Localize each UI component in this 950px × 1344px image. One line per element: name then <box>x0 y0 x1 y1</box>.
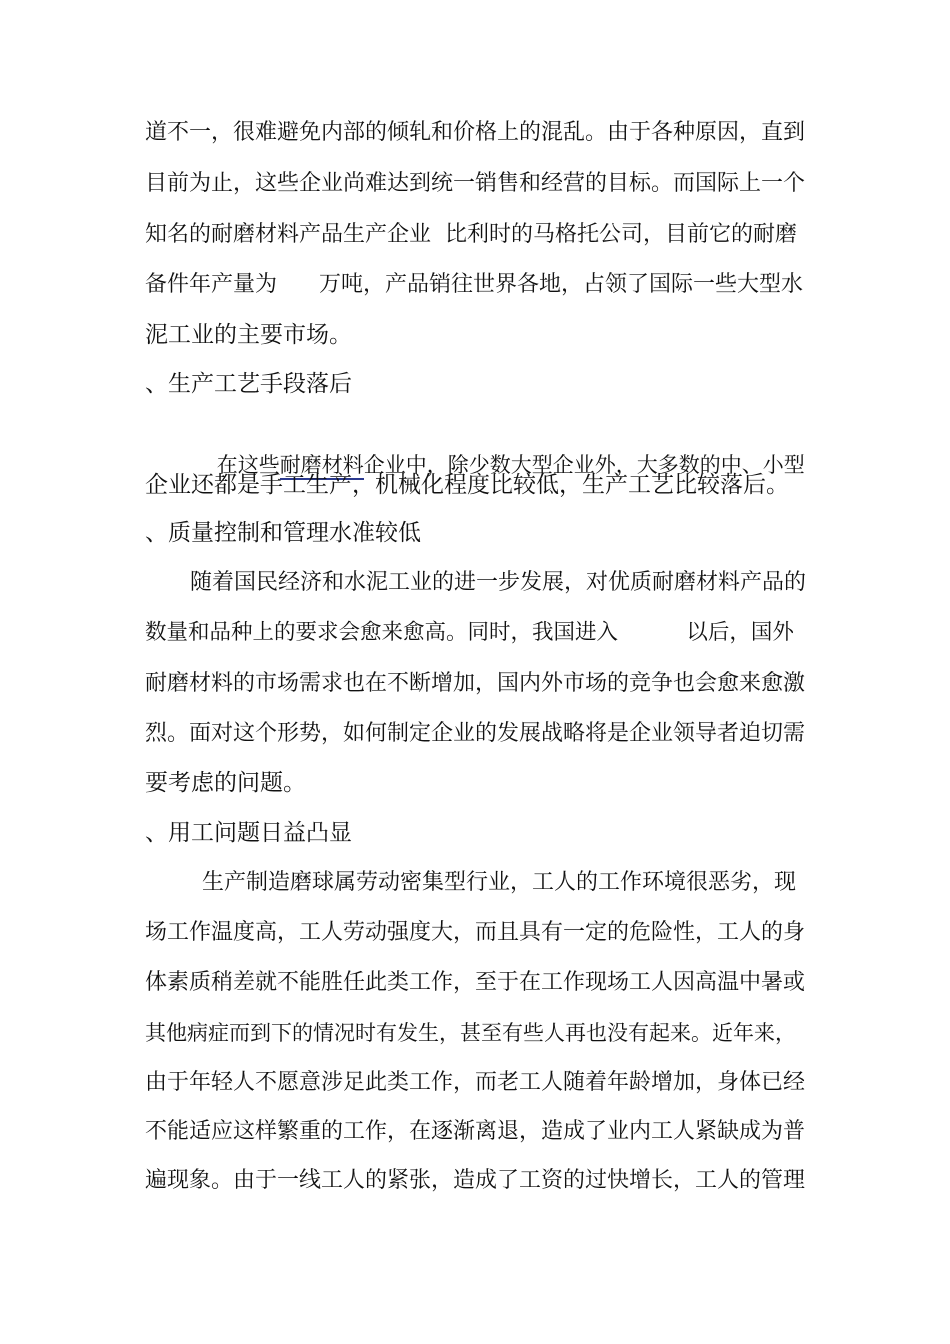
paragraph-text: 在这些 <box>216 453 280 477</box>
paragraph-line: 泥工业的主要市场。 <box>145 322 352 348</box>
paragraph-line: 要考虑的问题。 <box>145 770 306 796</box>
paragraph-line: 不能适应这样繁重的工作，在逐渐离退，造成了业内工人紧缺成为普 <box>145 1119 806 1144</box>
paragraph-text: 企业中，除少数大型企业外，大多数的中、小型 <box>363 453 805 477</box>
paragraph-line: 场工作温度高，工人劳动强度大，而且具有一定的危险性，工人的身 <box>145 920 806 945</box>
section-heading: 、质量控制和管理水准较低 <box>145 520 421 546</box>
paragraph-line: 道不一，很难避免内部的倾轧和价格上的混乱。由于各种原因，直到 <box>145 120 806 145</box>
paragraph-line: 随着国民经济和水泥工业的进一步发展，对优质耐磨材料产品的 <box>190 570 807 595</box>
hyperlink-wear-materials[interactable]: 耐磨材料 <box>280 453 364 480</box>
paragraph-line: 烈。面对这个形势，如何制定企业的发展战略将是企业领导者迫切需 <box>145 721 806 746</box>
section-heading: 、用工问题日益凸显 <box>145 820 352 846</box>
paragraph-line: 耐磨材料的市场需求也在不断增加，国内外市场的竞争也会愈来愈激 <box>145 671 806 696</box>
paragraph-line: 目前为止，这些企业尚难达到统一销售和经营的目标。而国际上一个 <box>145 171 806 196</box>
paragraph-line: 备件年产量为 万吨，产品销往世界各地，占领了国际一些大型水 <box>145 272 803 297</box>
paragraph-line: 知名的耐磨材料产品生产企业 比利时的马格托公司，目前它的耐磨 <box>145 222 797 247</box>
section-heading: 、生产工艺手段落后 <box>145 371 352 397</box>
paragraph-line <box>190 420 805 477</box>
paragraph-line: 数量和品种上的要求会愈来愈高。同时，我国进入 以后，国外 <box>145 620 794 645</box>
paragraph-line: 生产制造磨球属劳动密集型行业，工人的工作环境很恶劣，现 <box>202 870 797 895</box>
paragraph-line: 由于年轻人不愿意涉足此类工作，而老工人随着年龄增加，身体已经 <box>145 1070 806 1095</box>
paragraph-line: 其他病症而到下的情况时有发生，甚至有些人再也没有起来。近年来， <box>145 1021 796 1045</box>
paragraph-line: 遍现象。由于一线工人的紧张，造成了工资的过快增长，工人的管理 <box>145 1168 806 1193</box>
paragraph-line: 体素质稍差就不能胜任此类工作，至于在工作现场工人因高温中暑或 <box>145 970 806 995</box>
paragraph-line: 企业还都是手工生产，机械化程度比较低，生产工艺比较落后。 <box>145 472 789 498</box>
